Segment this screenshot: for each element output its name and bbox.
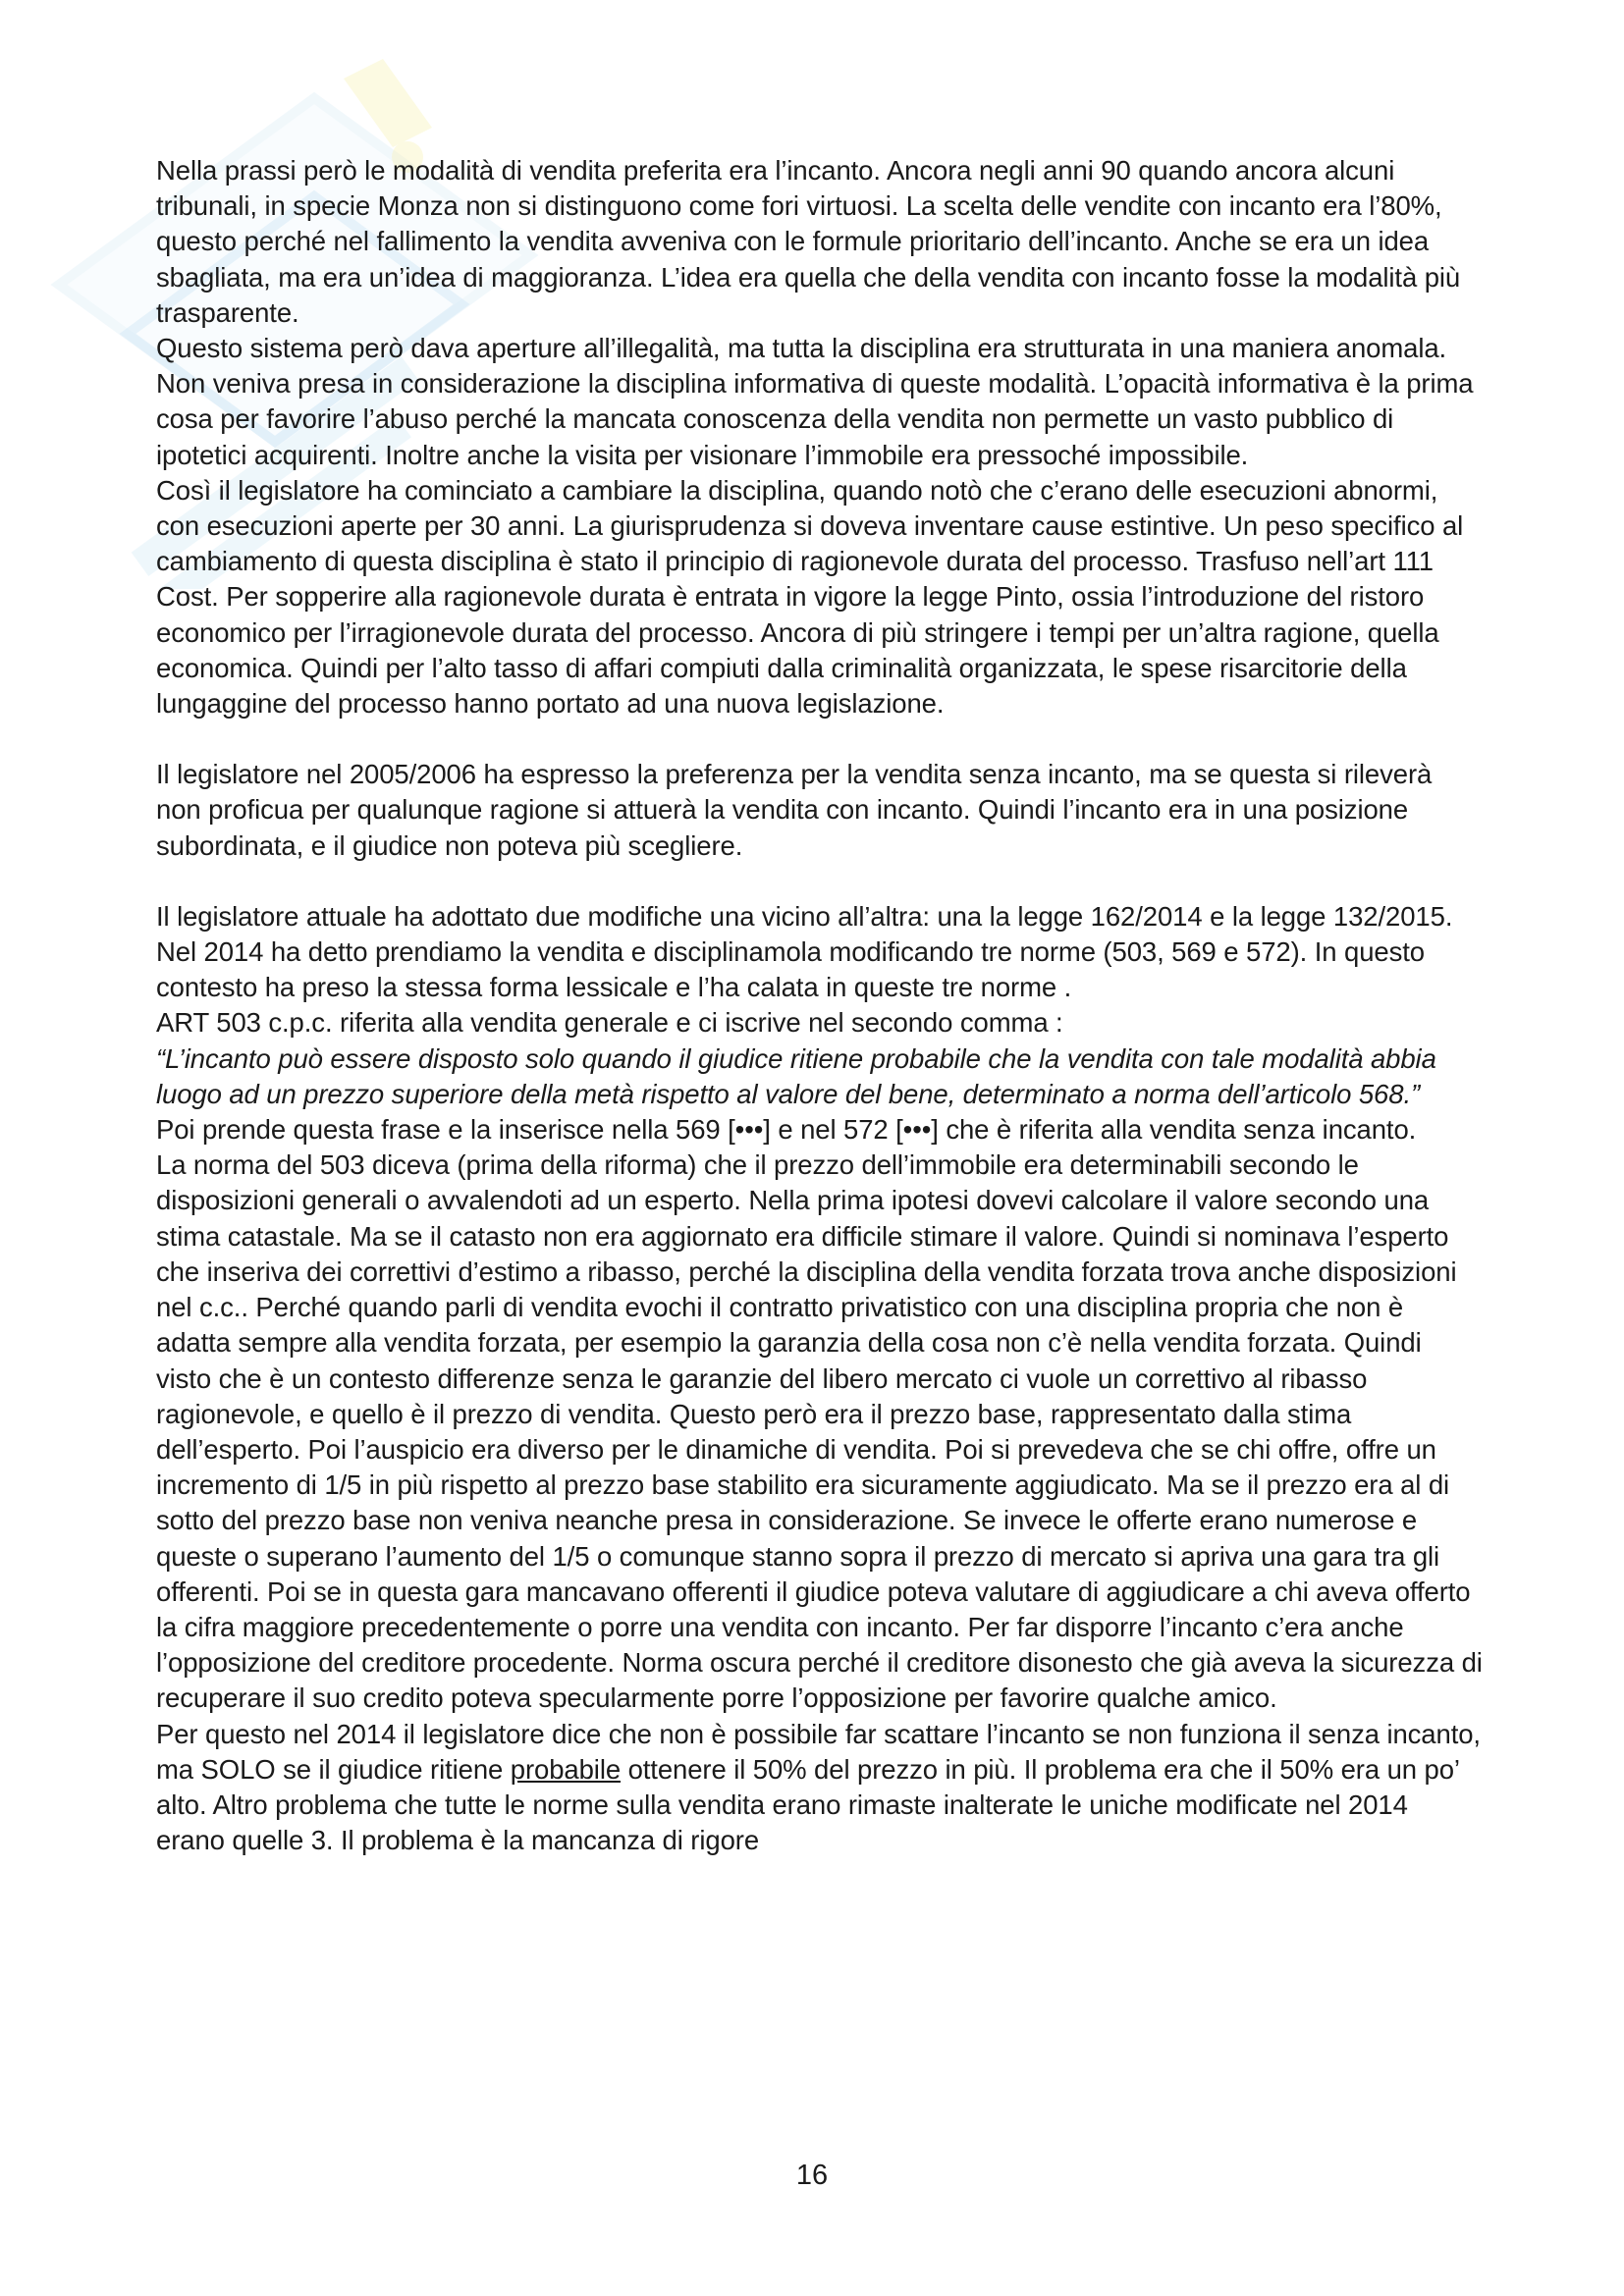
paragraph-last bbox=[156, 1717, 1484, 1859]
document-body bbox=[156, 153, 1484, 1858]
underlined-word: probabile bbox=[510, 1753, 622, 1785]
page-number: 16 bbox=[795, 2160, 829, 2191]
paragraph: Questo sistema però dava aperture all’illegalità, ma tutta la disciplina era strutturata in una maniera anomala. Non veniva presa in considerazione la disciplina informativa di queste modalità. L’opacità informativa è la prima cosa per favorire l’abuso perché la mancata conoscenza della vendita non permette un vasto pubblico di ipotetici acquirenti. Inoltre anche la visita per visionare l’immobile era pressoché impossibile. bbox=[156, 333, 1474, 470]
article-quote: “L’incanto può essere disposto solo quando il giudice ritiene probabile che la vendita con tale modalità abbia luogo ad un prezzo superiore della metà rispetto al valore del bene, determinato a norma dell’articolo 568.” bbox=[156, 1042, 1436, 1109]
paragraph: La norma del 503 diceva (prima della riforma) che il prezzo dell’immobile era determinabili secondo le disposizioni generali o avvalendoti ad un esperto. Nella prima ipotesi dovevi calcolare il valore secondo una stima catastale. Ma se il catasto non era aggiornato era difficile stimare il valore. Quindi si nominava l’esperto che inseriva dei correttivi d’estimo a ribasso, perché la disciplina della vendita forzata trova anche disposizioni nel c.c.. Perché quando parli di vendita evochi il contratto privatistico con una disciplina propria che non è adatta sempre alla vendita forzata, per esempio la garanzia della cosa non c’è nella vendita forzata. Quindi visto che è un contesto differenze senza le garanzie del libero mercato ci vuole un correttivo al ribasso ragionevole, e quello è il prezzo di vendita. Questo però era il prezzo base, rappresentato dalla stima dell’esperto. Poi l’auspicio era diverso per le dinamiche di vendita. Poi si prevedeva che se chi offre, offre un incremento di 1/5 in più rispetto al prezzo base stabilito era sicuramente aggiudicato. Ma se il prezzo era al di sotto del prezzo base non veniva neanche presa in considerazione. Se invece le offerte erano numerose e queste o superano l’aumento del 1/5 o comunque stanno sopra il prezzo di mercato si apriva una gara tra gli offerenti. Poi se in questa gara mancavano offerenti il giudice poteva valutare di aggiudicare a chi aveva offerto la cifra maggiore precedentemente o porre una vendita con incanto. Per far disporre l’incanto c’era anche l’opposizione del creditore procedente. Norma oscura perché il creditore disonesto che già aveva la sicurezza di recuperare il suo credito poteva specularmente porre l’opposizione per favorire qualche amico. bbox=[156, 1149, 1483, 1714]
article-heading: ART 503 c.p.c. riferita alla vendita generale e ci iscrive nel secondo comma : bbox=[156, 1007, 1063, 1039]
paragraph: Poi prende questa frase e la inserisce nella 569 [•••] e nel 572 [•••] che è riferita alla vendita senza incanto. bbox=[156, 1114, 1417, 1146]
paragraph: Nella prassi però le modalità di vendita preferita era l’incanto. Ancora negli anni 90 quando ancora alcuni tribunali, in specie Monza non si distinguono come fori virtuosi. La scelta delle vendite con incanto era l’80%, questo perché nel fallimento la vendita avveniva con le formule prioritario dell’incanto. Anche se era un idea sbagliata, ma era un’idea di maggioranza. L’idea era quella che della vendita con incanto fosse la modalità più trasparente. bbox=[156, 155, 1461, 328]
paragraph: Così il legislatore ha cominciato a cambiare la disciplina, quando notò che c’erano delle esecuzioni abnormi, con esecuzioni aperte per 30 anni. La giurisprudenza si doveva inventare cause estintive. Un peso specifico al cambiamento di questa disciplina è stato il principio di ragionevole durata del processo. Trasfuso nell’art 111 Cost. Per sopperire alla ragionevole durata è entrata in vigore la legge Pinto, ossia l’introduzione del ristoro economico per l’irragionevole durata del processo. Ancora di più stringere i tempi per un’altra ragione, quella economica. Quindi per l’alto tasso di affari compiuti dalla criminalità organizzata, le spese risarcitorie della lungaggine del processo hanno portato ad una nuova legislazione. bbox=[156, 474, 1464, 720]
paragraph: Il legislatore attuale ha adottato due modifiche una vicino all’altra: una la legge 162/2014 e la legge 132/2015. Nel 2014 ha detto prendiamo la vendita e disciplinamola modificando tre norme (503, 569 e 572). In questo contesto ha preso la stessa forma lessicale e l’ha calata in queste tre norme . bbox=[156, 900, 1453, 1003]
text-segment: ottenere il 50% del prezzo in più. Il problema era che il 50% era un po’ alto. Altro problema che tutte le norme sulla vendita erano rimaste inalterate le uniche modificate nel 2014 erano quelle 3. Il problema è la mancanza di rigore bbox=[156, 1753, 1459, 1856]
text-segment: Per questo nel 2014 il legislatore dice che non è possibile far scattare l’incanto se non funziona il senza incanto, ma SOLO se il giudice ritiene bbox=[156, 1718, 1481, 1785]
paragraph: Il legislatore nel 2005/2006 ha espresso la preferenza per la vendita senza incanto, ma se questa si rileverà non proficua per qualunque ragione si attuerà la vendita con incanto. Quindi l’incanto era in una posizione subordinata, e il giudice non poteva più scegliere. bbox=[156, 759, 1433, 861]
